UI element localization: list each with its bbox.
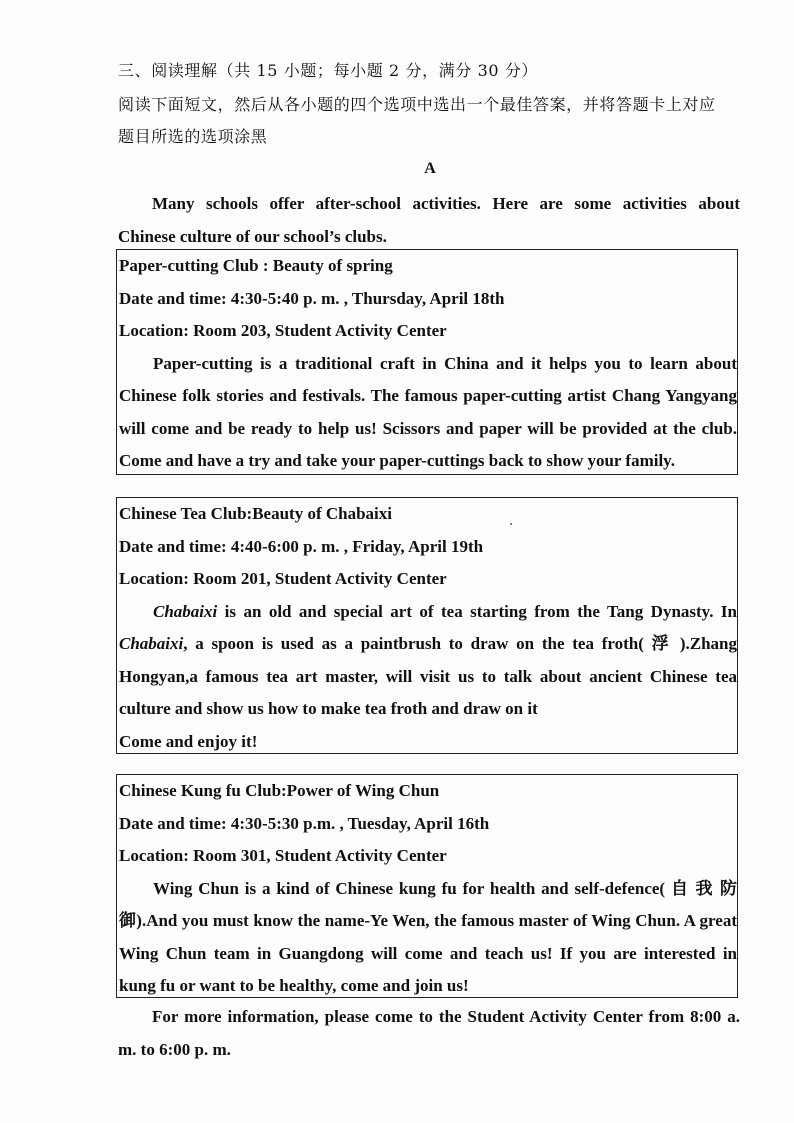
club-desc-line: Come and have a try and take your paper-cuttings back to show your family. [119,451,675,470]
club-box-paper-cutting [116,249,738,475]
intro-paragraph [118,188,740,253]
club-desc-line: culture and show us how to make tea froth and draw on it [119,699,538,718]
club-desc-line: will come and be ready to help us! Scissors and paper will be provided at the club. [119,418,737,438]
footer-paragraph [118,1001,740,1066]
club-desc-line: Wing Chun team in Guangdong will come and teach us! If you are interested in [119,943,737,963]
club-description [119,596,737,759]
chabaixi-term: Chabaixi [119,634,184,653]
club-date-time: Date and time: 4:30-5:30 p.m. , Tuesday, April 16th [119,813,490,833]
footer-line-1: For more information, please come to the Student Activity Center from 8:00 a. [152,1007,740,1026]
club-date-time: Date and time: 4:40-6:00 p. m. , Friday, April 19th [119,536,484,556]
club-box-kung-fu [116,774,738,998]
club-desc-line: Chinese folk stories and festivals. The famous paper-cutting artist Chang Yangyang [119,386,737,405]
club-desc-line [119,628,737,661]
club-location: Location: Room 301, Student Activity Center [119,846,447,865]
club-desc-line: Paper-cutting is a traditional craft in China and it helps you to learn about [153,353,737,373]
club-heading: Chinese Tea Club:Beauty of Chabaixi [119,504,392,523]
instruction-line-1: 阅读下面短文，然后从各小题的四个选项中选出一个最佳答案，并将答题卡上对应 [118,95,716,114]
instruction-line-2: 题目所选的选项涂黑 [118,127,268,146]
intro-line-2: Chinese culture of our school’s clubs. [118,226,387,246]
club-heading: Chinese Kung fu Club:Power of Wing Chun [119,781,440,800]
footer-line-2: m. to 6:00 p. m. [118,1039,231,1059]
chabaixi-term: Chabaixi [153,601,218,621]
intro-line-1: Many schools offer after-school activities. Here are some activities about [152,194,740,213]
club-desc-line: 御).And you must know the name-Ye Wen, the famous master of Wing Chun. A great [119,911,737,930]
club-box-tea [116,497,738,754]
club-location: Location: Room 203, Student Activity Center [119,321,447,340]
club-description [119,873,737,1003]
club-desc-text: is an old and special art of tea starting from the Tang Dynasty. In [217,601,737,621]
club-desc-line: Come and enjoy it! [119,731,258,751]
club-desc-line: Wing Chun is a kind of Chinese kung fu for health and self-defence( 自 我 防 [153,878,737,898]
club-desc-line: Hongyan,a famous tea art master, will visit us to talk about ancient Chinese tea [119,666,737,686]
section-title: 三、阅读理解（共 15 小题；每小题 2 分，满分 30 分） [118,61,539,80]
passage-label: A [424,160,436,177]
club-description [119,348,737,478]
club-date-time: Date and time: 4:30-5:40 p. m. , Thursday, April 18th [119,288,505,308]
club-desc-text: , a spoon is used as a paintbrush to draw on the tea froth( 浮 ).Zhang [183,634,737,653]
club-location: Location: Room 201, Student Activity Center [119,569,447,588]
club-desc-line: kung fu or want to be healthy, come and join us! [119,976,469,995]
club-desc-line [119,596,737,629]
club-heading: Paper-cutting Club : Beauty of spring [119,256,393,275]
